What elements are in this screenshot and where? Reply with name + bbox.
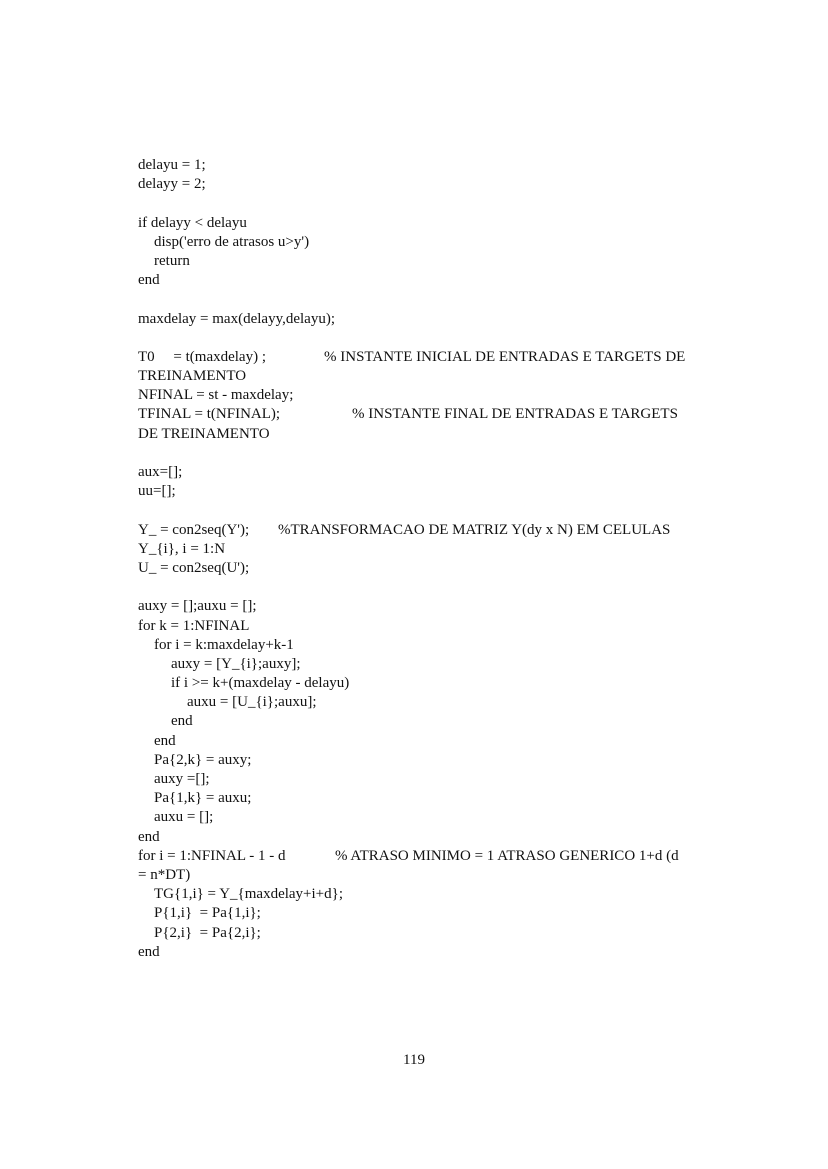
code-line: = n*DT): [138, 866, 191, 883]
code-line: auxy =[];: [154, 771, 210, 787]
code-line: Pa{2,k} = auxy;: [154, 751, 252, 768]
code-line: end: [138, 272, 160, 289]
code-line: Pa{1,k} = auxu;: [154, 790, 252, 807]
code-line: aux=[];: [138, 464, 183, 480]
code-comment: % ATRASO MINIMO = 1 ATRASO GENERICO 1+d (d: [335, 847, 679, 864]
code-line: auxy = [];auxu = [];: [138, 598, 257, 615]
code-line: auxy = [Y_{i};auxy];: [171, 655, 301, 672]
code-line: end: [138, 943, 160, 960]
code-line: if delayy < delayu: [138, 214, 247, 231]
page-number: 119: [403, 1052, 425, 1068]
code-comment: %TRANSFORMACAO DE MATRIZ Y(dy x N) EM CELULAS: [278, 521, 671, 538]
code-line: uu=[];: [138, 483, 176, 500]
code-line: delayu = 1;: [138, 157, 206, 173]
code-line: end: [154, 732, 176, 749]
code-statement: TFINAL = t(NFINAL);: [138, 406, 281, 423]
code-comment: % INSTANTE INICIAL DE ENTRADAS E TARGETS DE: [324, 348, 686, 365]
code-statement: Y_ = con2seq(Y');: [138, 521, 250, 538]
code-line: auxu = [];: [154, 809, 214, 826]
code-comment: % INSTANTE FINAL DE ENTRADAS E TARGETS: [352, 406, 678, 423]
code-line: for k = 1:NFINAL: [138, 617, 250, 634]
code-line: [138, 847, 738, 866]
blank-line: [138, 578, 738, 597]
code-line: DE TREINAMENTO: [138, 425, 270, 442]
code-line: U_ = con2seq(U');: [138, 559, 250, 576]
code-line: [138, 348, 738, 367]
code-line: P{1,i} = Pa{1,i};: [154, 905, 261, 922]
blank-line: [138, 290, 738, 309]
blank-line: [138, 444, 738, 463]
code-line: for i = k:maxdelay+k-1: [154, 636, 294, 653]
code-line: auxu = [U_{i};auxu];: [187, 694, 317, 711]
blank-line: [138, 329, 738, 348]
code-line: end: [171, 713, 193, 730]
blank-line: [138, 194, 738, 213]
code-line: P{2,i} = Pa{2,i};: [154, 924, 261, 941]
code-statement: T0 = t(maxdelay) ;: [138, 348, 267, 365]
code-line: TG{1,i} = Y_{maxdelay+i+d};: [154, 886, 344, 903]
code-line: return: [154, 252, 190, 269]
code-line: end: [138, 828, 160, 845]
code-line: [138, 405, 738, 424]
code-statement: for i = 1:NFINAL - 1 - d: [138, 847, 286, 864]
code-line: delayy = 2;: [138, 176, 206, 193]
code-line: Y_{i}, i = 1:N: [138, 540, 226, 557]
code-line: maxdelay = max(delayy,delayu);: [138, 310, 335, 327]
code-line: NFINAL = st - maxdelay;: [138, 387, 294, 404]
blank-line: [138, 501, 738, 520]
code-line: TREINAMENTO: [138, 368, 247, 385]
code-line: if i >= k+(maxdelay - delayu): [171, 675, 350, 692]
code-listing: [138, 156, 738, 962]
code-line: disp('erro de atrasos u>y'): [154, 233, 310, 250]
code-line: [138, 521, 738, 540]
